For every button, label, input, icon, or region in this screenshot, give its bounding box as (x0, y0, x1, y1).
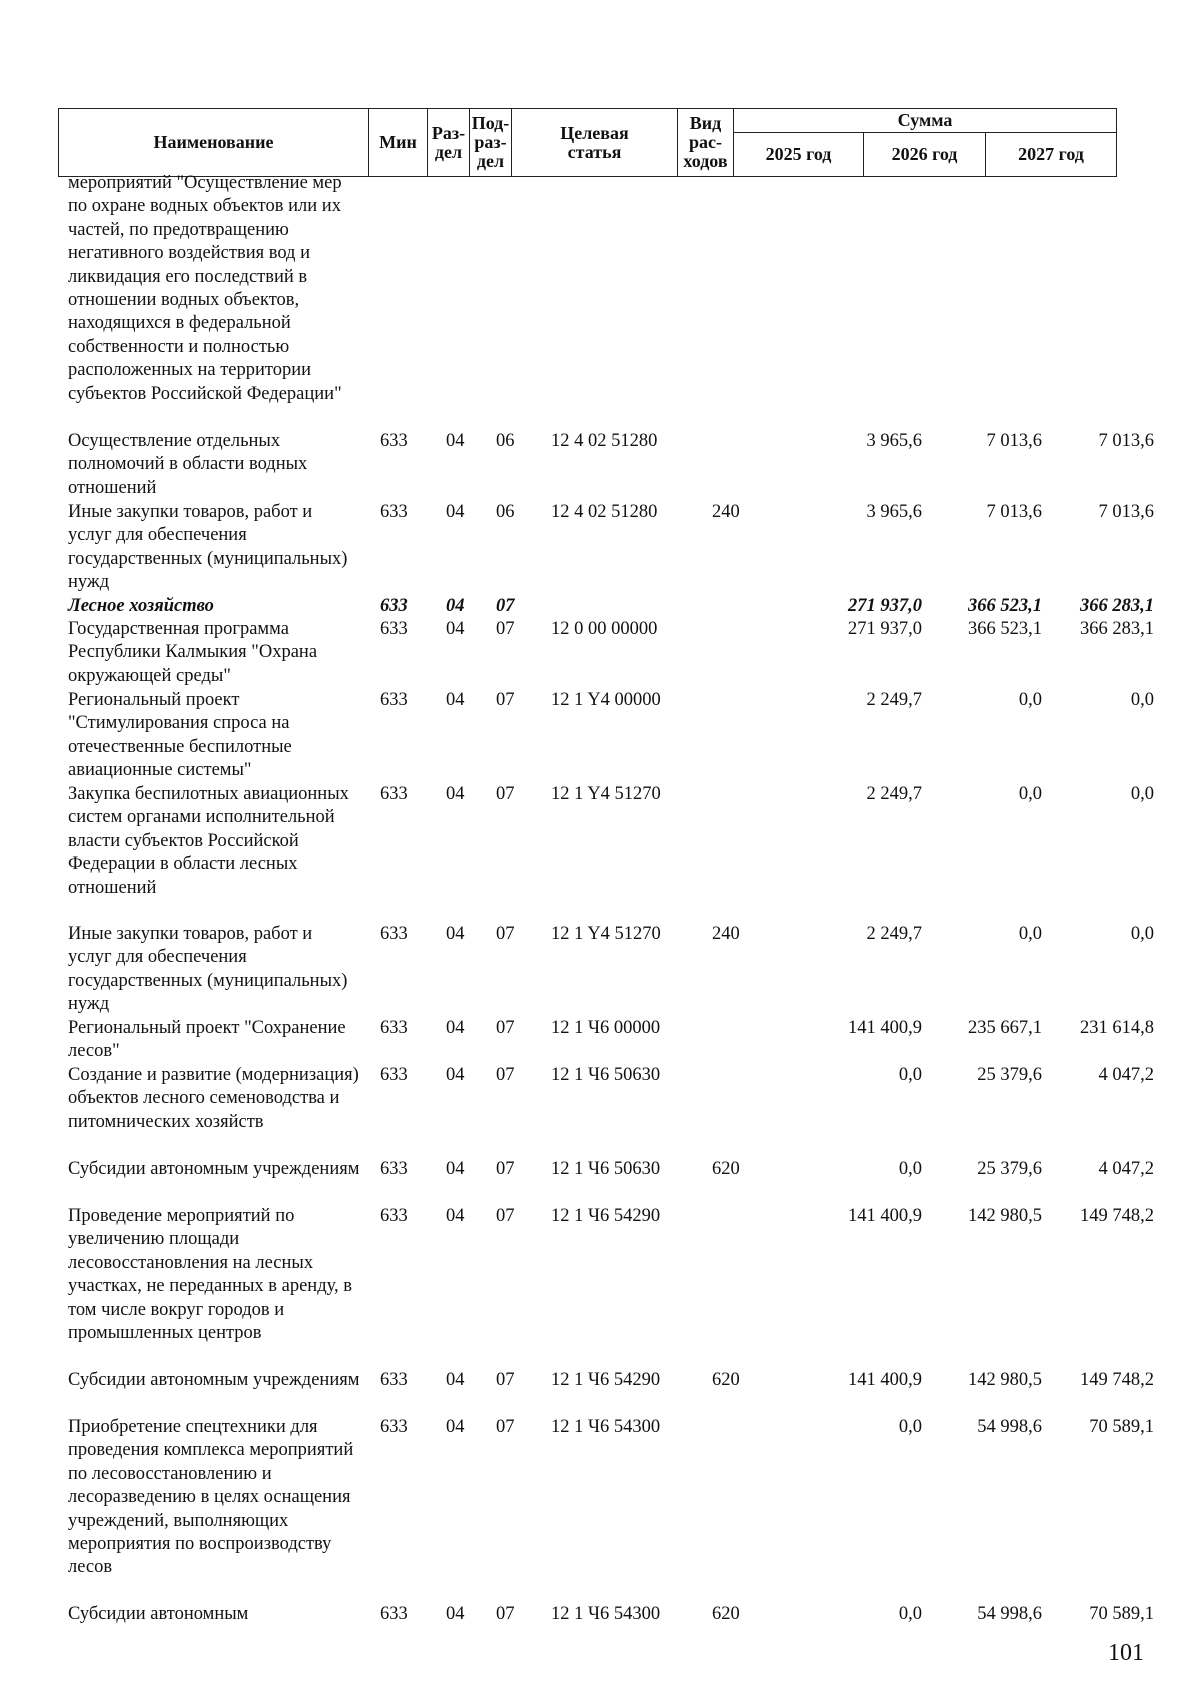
row-name: Государственная программа Республики Калмыкия "Охрана окружающей среды" (68, 619, 318, 686)
row-2025: 3 965,6 (866, 431, 922, 451)
row-razdel: 04 (446, 924, 465, 944)
header-celevaya: Целевая статья (512, 109, 678, 177)
row-podrazdel: 07 (496, 619, 515, 639)
row-2027: 70 589,1 (1089, 1604, 1154, 1624)
row-podrazdel: 07 (496, 690, 515, 710)
row-2026: 366 523,1 (968, 619, 1042, 639)
row-podrazdel: 07 (496, 1065, 515, 1085)
row-2027: 366 283,1 (1080, 596, 1154, 616)
row-podrazdel: 07 (496, 784, 515, 804)
row-2025: 0,0 (898, 1604, 922, 1624)
table-header (58, 108, 1117, 177)
row-2026: 54 998,6 (977, 1604, 1042, 1624)
row-celevaya: 12 1 Ч6 00000 (551, 1018, 661, 1038)
row-celevaya: 12 1 Y4 51270 (551, 784, 661, 804)
row-vid: 620 (712, 1370, 740, 1390)
row-2027: 149 748,2 (1080, 1206, 1154, 1226)
row-name: Субсидии автономным учреждениям (68, 1370, 360, 1390)
row-podrazdel: 07 (496, 1159, 515, 1179)
row-2025: 0,0 (898, 1159, 922, 1179)
row-2027: 7 013,6 (1098, 431, 1154, 451)
header-razdel: Раз-дел (428, 109, 470, 177)
row-podrazdel: 07 (496, 1370, 515, 1390)
header-vid: Вид рас-ходов (678, 109, 734, 177)
row-2026: 366 523,1 (968, 596, 1042, 616)
row-name: Лесное хозяйство (68, 596, 214, 616)
row-2027: 4 047,2 (1098, 1065, 1154, 1085)
row-razdel: 04 (446, 1159, 465, 1179)
row-name: Субсидии автономным (68, 1604, 249, 1624)
row-min: 633 (380, 1159, 408, 1179)
row-2025: 141 400,9 (848, 1370, 922, 1390)
row-razdel: 04 (446, 784, 465, 804)
row-min: 633 (380, 1604, 408, 1624)
row-name: Региональный проект "Стимулирования спроса на отечественные беспилотные авиационные системы" (68, 690, 292, 781)
row-name: Закупка беспилотных авиационных систем органами исполнительной власти субъектов Российской Федерации в области лесных отношений (68, 784, 349, 898)
row-razdel: 04 (446, 596, 465, 616)
row-celevaya: 12 1 Ч6 54290 (551, 1370, 661, 1390)
row-2025: 2 249,7 (866, 924, 922, 944)
row-2025: 141 400,9 (848, 1018, 922, 1038)
row-celevaya: 12 1 Ч6 54300 (551, 1604, 661, 1624)
row-2025: 271 937,0 (848, 596, 922, 616)
row-podrazdel: 07 (496, 596, 515, 616)
header-name: Наименование (59, 109, 369, 177)
row-vid: 620 (712, 1159, 740, 1179)
header-min: Мин (369, 109, 428, 177)
row-2027: 7 013,6 (1098, 502, 1154, 522)
page-number: 101 (1108, 1640, 1144, 1666)
row-2026: 142 980,5 (968, 1206, 1042, 1226)
row-celevaya: 12 1 Ч6 50630 (551, 1065, 661, 1085)
row-vid: 620 (712, 1604, 740, 1624)
row-razdel: 04 (446, 1065, 465, 1085)
row-2027: 231 614,8 (1080, 1018, 1154, 1038)
row-min: 633 (380, 431, 408, 451)
row-2025: 0,0 (898, 1417, 922, 1437)
row-celevaya: 12 4 02 51280 (551, 431, 658, 451)
row-min: 633 (380, 784, 408, 804)
row-2026: 7 013,6 (986, 502, 1042, 522)
header-2027: 2027 год (986, 133, 1117, 177)
row-name: Осуществление отдельных полномочий в области водных отношений (68, 431, 308, 498)
row-2025: 141 400,9 (848, 1206, 922, 1226)
header-2025: 2025 год (734, 133, 864, 177)
row-min: 633 (380, 1370, 408, 1390)
row-celevaya: 12 4 02 51280 (551, 502, 658, 522)
row-min: 633 (380, 1065, 408, 1085)
header-2026: 2026 год (864, 133, 986, 177)
row-podrazdel: 07 (496, 924, 515, 944)
row-2027: 70 589,1 (1089, 1417, 1154, 1437)
row-podrazdel: 07 (496, 1604, 515, 1624)
row-min: 633 (380, 1417, 408, 1437)
row-vid: 240 (712, 924, 740, 944)
row-min: 633 (380, 619, 408, 639)
row-name: мероприятий "Осуществление мер по охране водных объектов или их частей, по предотвращению негативного воздействия вод и ликвидация его последствий в отношении водных объектов, находящихся в федеральной собственности и полностью расположенных на территории субъектов Российской Федерации" (68, 173, 342, 404)
row-razdel: 04 (446, 690, 465, 710)
row-podrazdel: 07 (496, 1417, 515, 1437)
row-min: 633 (380, 690, 408, 710)
row-2026: 25 379,6 (977, 1065, 1042, 1085)
row-2026: 0,0 (1018, 784, 1042, 804)
row-2026: 0,0 (1018, 690, 1042, 710)
row-min: 633 (380, 596, 408, 616)
row-name: Проведение мероприятий по увеличению площади лесовосстановления на лесных участках, не переданных в аренду, в том числе вокруг городов и промышленных центров (68, 1206, 353, 1344)
row-name: Региональный проект "Сохранение лесов" (68, 1018, 346, 1062)
row-celevaya: 12 1 Y4 51270 (551, 924, 661, 944)
row-2025: 2 249,7 (866, 690, 922, 710)
row-razdel: 04 (446, 619, 465, 639)
row-razdel: 04 (446, 502, 465, 522)
row-min: 633 (380, 924, 408, 944)
row-celevaya: 12 0 00 00000 (551, 619, 658, 639)
row-podrazdel: 07 (496, 1018, 515, 1038)
row-razdel: 04 (446, 1206, 465, 1226)
row-2025: 2 249,7 (866, 784, 922, 804)
row-2026: 235 667,1 (968, 1018, 1042, 1038)
row-2025: 271 937,0 (848, 619, 922, 639)
row-podrazdel: 06 (496, 502, 515, 522)
row-name: Субсидии автономным учреждениям (68, 1159, 360, 1179)
row-2026: 7 013,6 (986, 431, 1042, 451)
row-celevaya: 12 1 Ч6 54290 (551, 1206, 661, 1226)
row-podrazdel: 07 (496, 1206, 515, 1226)
row-min: 633 (380, 1018, 408, 1038)
row-podrazdel: 06 (496, 431, 515, 451)
row-2026: 54 998,6 (977, 1417, 1042, 1437)
row-2025: 3 965,6 (866, 502, 922, 522)
row-celevaya: 12 1 Y4 00000 (551, 690, 661, 710)
row-name: Иные закупки товаров, работ и услуг для обеспечения государственных (муниципальных) нужд (68, 924, 348, 1015)
row-2027: 4 047,2 (1098, 1159, 1154, 1179)
row-razdel: 04 (446, 1604, 465, 1624)
row-celevaya: 12 1 Ч6 50630 (551, 1159, 661, 1179)
row-name: Приобретение спецтехники для проведения комплекса мероприятий по лесовосстановлению и лесоразведению в целях оснащения учреждений, выполняющих мероприятия по воспроизводству лесов (68, 1417, 354, 1578)
row-2027: 366 283,1 (1080, 619, 1154, 639)
row-celevaya: 12 1 Ч6 54300 (551, 1417, 661, 1437)
row-2027: 0,0 (1130, 690, 1154, 710)
row-name: Иные закупки товаров, работ и услуг для обеспечения государственных (муниципальных) нужд (68, 502, 348, 593)
row-2027: 149 748,2 (1080, 1370, 1154, 1390)
row-2027: 0,0 (1130, 784, 1154, 804)
row-2025: 0,0 (898, 1065, 922, 1085)
row-min: 633 (380, 502, 408, 522)
row-vid: 240 (712, 502, 740, 522)
row-2026: 0,0 (1018, 924, 1042, 944)
row-razdel: 04 (446, 431, 465, 451)
row-min: 633 (380, 1206, 408, 1226)
row-2027: 0,0 (1130, 924, 1154, 944)
row-razdel: 04 (446, 1370, 465, 1390)
row-name: Создание и развитие (модернизация) объектов лесного семеноводства и питомнических хозяйств (68, 1065, 359, 1132)
row-2026: 25 379,6 (977, 1159, 1042, 1179)
header-summa: Сумма (734, 109, 1117, 133)
row-2026: 142 980,5 (968, 1370, 1042, 1390)
header-podrazdel: Под-раз-дел (470, 109, 512, 177)
row-razdel: 04 (446, 1417, 465, 1437)
row-razdel: 04 (446, 1018, 465, 1038)
